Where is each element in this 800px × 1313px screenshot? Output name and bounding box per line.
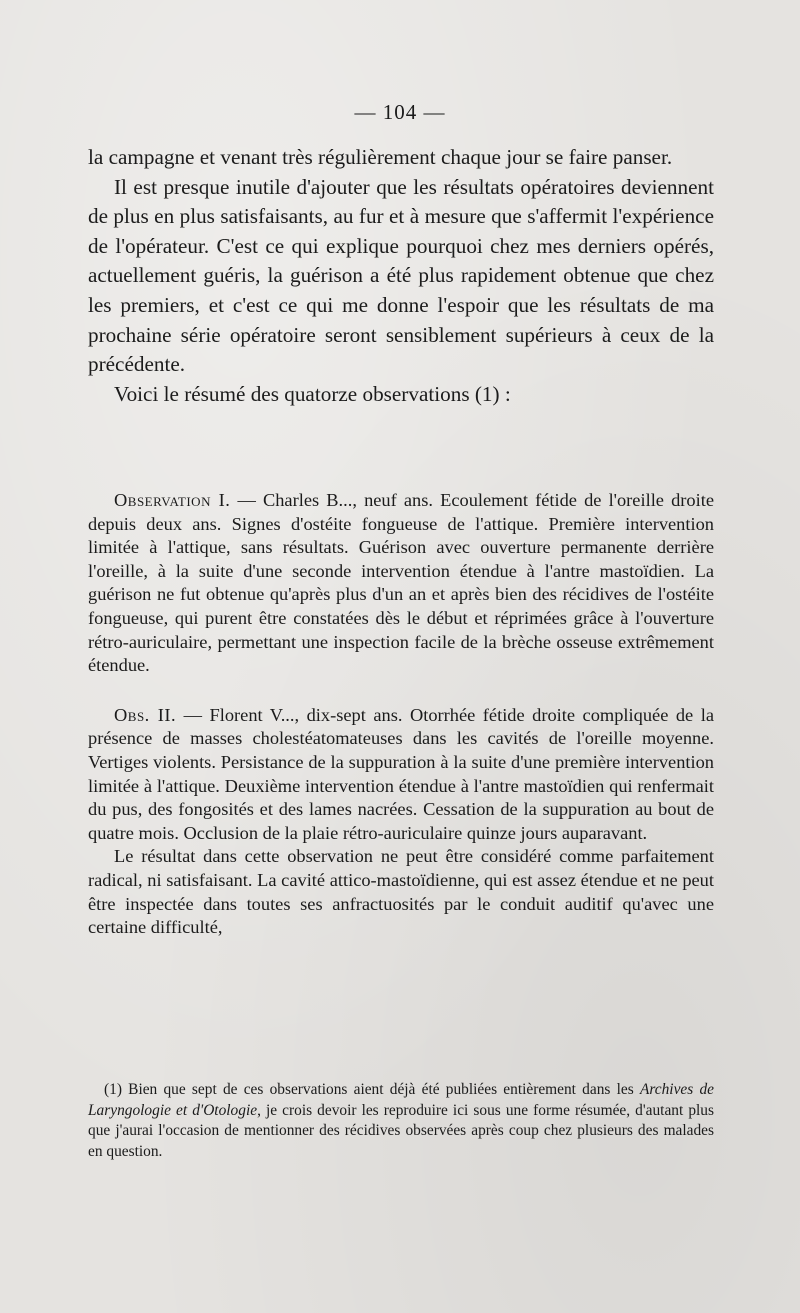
- observation-1: [88, 489, 714, 678]
- observation-2: [88, 704, 714, 846]
- footnote-text: [88, 1080, 714, 1162]
- footnote-journal: Archives de Laryngologie et d'Otologie: [88, 1081, 714, 1119]
- observation-1-text: — Charles B..., neuf ans. Ecoulement fétide de l'oreille droite depuis deux ans. Signes d'ostéite fongueuse de l'attique. Première intervention limitée à l'attique, sans résultats. Guérison avec ouverture permanente derrière l'oreille, à la suite d'une seconde intervention étendue à l'antre mastoïdien. La guérison ne fut obtenue qu'après plus d'un an et après bien des récidives de l'ostéite fongueuse, qui purent être constatées dès le début et réprimées grâce à l'ouverture rétro-auriculaire, permettant une inspection facile de la brèche osseuse extrêmement étendue.: [88, 490, 714, 676]
- footnote-part2: , je crois devoir les reproduire ici sous une forme résumée, d'autant plus que j'aurai l'occasion de mentionner des récidives observées après coup chez plusieurs des malades en question.: [88, 1101, 714, 1160]
- main-text: [88, 143, 714, 409]
- observation-2-text: — Florent V..., dix-sept ans. Otorrhée fétide droite compliquée de la présence de masses cholestéatomateuses dans les cavités de l'oreille moyenne. Vertiges violents. Persistance de la suppuration à la suite d'une première intervention limitée à l'attique. Deuxième intervention étendue à l'antre mastoïdien qui renfermait du pus, des fongosités et des lames nacrées. Cessation de la suppuration au bout de quatre mois. Occlusion de la plaie rétro-auriculaire quinze jours auparavant.: [88, 704, 714, 843]
- footnote: [88, 1080, 714, 1162]
- footnote-part1: (1) Bien que sept de ces observations aient déjà été publiées entièrement dans les: [104, 1081, 640, 1098]
- observations-block: [88, 489, 714, 940]
- paragraph-continuation: la campagne et venant très régulièrement chaque jour se faire panser.: [88, 145, 673, 169]
- observation-2-label: Obs. II.: [114, 704, 177, 725]
- page-number: — 104 —: [354, 100, 446, 124]
- paragraph-summary-intro: Voici le résumé des quatorze observations (1) :: [114, 381, 511, 406]
- observation-1-label: Observation I.: [114, 490, 231, 510]
- observation-2-continuation: Le résultat dans cette observation ne peut être considéré comme parfaitement radical, ni satisfaisant. La cavité attico-mastoïdienne, qui est assez étendue et ne peut être inspectée dans toutes ses anfractuosités par le conduit auditif qu'avec une certaine difficulté,: [88, 846, 714, 938]
- paragraph-results: Il est presque inutile d'ajouter que les résultats opératoires deviennent de plus en plus satisfaisants, au fur et à mesure que s'affermit l'expérience de l'opérateur. C'est ce qui explique pourquoi chez mes derniers opérés, actuellement guéris, la guérison a été plus rapidement obtenue que chez les premiers, et c'est ce qui me donne l'espoir que les résultats de ma prochaine série opératoire seront sensiblement supérieurs à ceux de la précédente.: [88, 174, 714, 377]
- spacer: [88, 678, 714, 704]
